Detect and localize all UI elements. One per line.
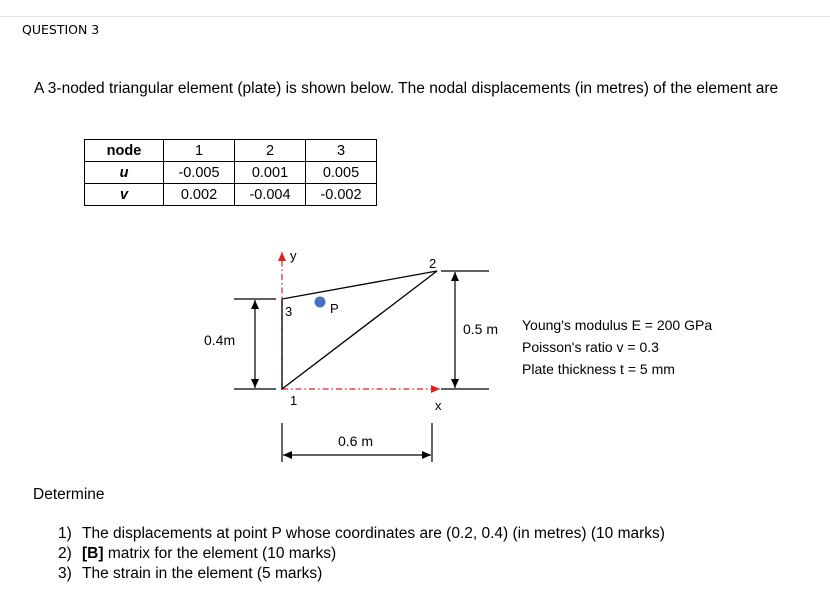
- table-cell: -0.004: [235, 184, 306, 206]
- table-cell: 0.002: [164, 184, 235, 206]
- node-label-3: 3: [285, 304, 293, 319]
- point-p-marker: [315, 297, 326, 308]
- determine-label: Determine: [33, 486, 105, 503]
- table-cell: -0.002: [306, 184, 377, 206]
- question-item-1: [58, 525, 665, 543]
- question-bold-term: [B]: [82, 545, 104, 562]
- question-header: QUESTION 3: [22, 22, 100, 37]
- question-number: 2): [58, 545, 72, 562]
- table-cell: 0.005: [306, 162, 377, 184]
- row-label: v: [85, 184, 164, 206]
- header-cell: 2: [235, 140, 306, 162]
- dim-left-label: 0.4m: [204, 332, 236, 348]
- header-cell: 1: [164, 140, 235, 162]
- property-poissons-ratio: Poisson's ratio v = 0.3: [522, 339, 659, 355]
- triangle-element: [282, 271, 437, 389]
- header-cell: 3: [306, 140, 377, 162]
- table-cell: 0.001: [235, 162, 306, 184]
- question-item-3: [58, 565, 322, 583]
- question-text: The displacements at point P whose coordinates are (0.2, 0.4) (in metres) (10 marks): [82, 525, 665, 542]
- axis-x-label: x: [435, 398, 442, 413]
- question-number: 3): [58, 565, 72, 582]
- node-label-2: 2: [429, 256, 437, 271]
- question-number: 1): [58, 525, 72, 542]
- question-text: The strain in the element (5 marks): [82, 565, 323, 582]
- header-cell-node: node: [85, 140, 164, 162]
- dim-bottom-label: 0.6 m: [338, 433, 374, 449]
- axis-y-label: y: [290, 248, 297, 263]
- point-p-label: P: [330, 301, 339, 316]
- property-youngs-modulus: Young's modulus E = 200 GPa: [522, 317, 713, 333]
- node-label-1: 1: [290, 393, 298, 408]
- question-text: matrix for the element (10 marks): [103, 545, 337, 562]
- question-item-2: [58, 545, 336, 563]
- row-label: u: [85, 162, 164, 184]
- property-thickness: Plate thickness t = 5 mm: [522, 361, 675, 377]
- table-cell: -0.005: [164, 162, 235, 184]
- dim-right-label: 0.5 m: [463, 321, 499, 337]
- intro-text: A 3-noded triangular element (plate) is shown below. The nodal displacements (in metres) of the element are: [34, 80, 779, 97]
